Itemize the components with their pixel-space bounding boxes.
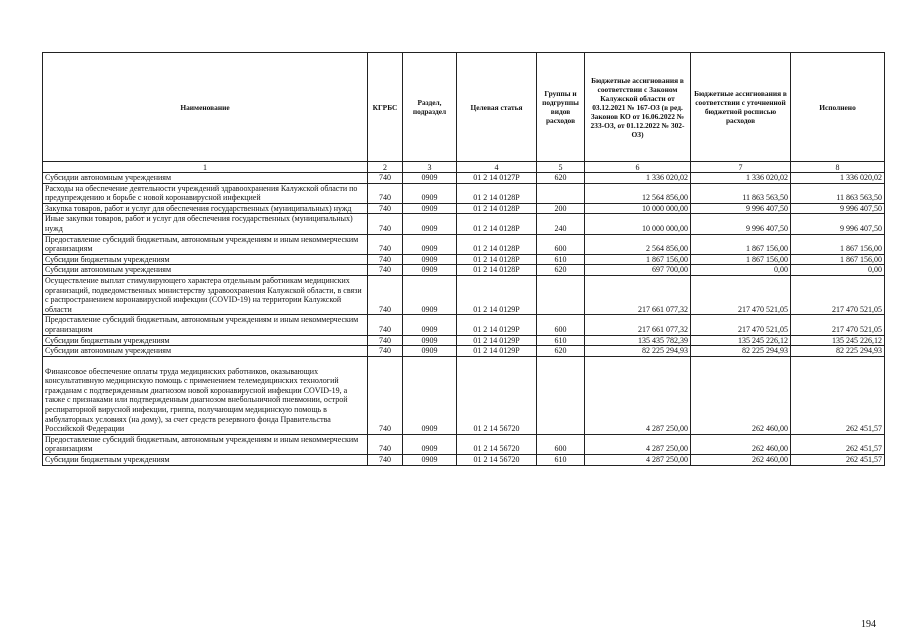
cell-expense-group: 620: [537, 265, 585, 276]
cell-kgrbs: 740: [368, 356, 403, 434]
cell-section: 0909: [403, 214, 457, 234]
cell-expense-group: 620: [537, 346, 585, 357]
cell-kgrbs: 740: [368, 183, 403, 203]
cell-section: 0909: [403, 315, 457, 335]
cell-kgrbs: 740: [368, 335, 403, 346]
column-number: 6: [585, 162, 691, 173]
cell-executed: 9 996 407,50: [791, 214, 885, 234]
cell-section: 0909: [403, 203, 457, 214]
header-law-allocations: Бюджетные ассигнования в соответствии с Законом Калужской области от 03.12.2021 № 167-ОЗ (в ред. Законов КО от 16.06.2022 № 233-ОЗ, от 01.12.2022 № 302-ОЗ): [585, 53, 691, 162]
cell-law-allocations: 10 000 000,00: [585, 214, 691, 234]
cell-name: Предоставление субсидий бюджетным, автономным учреждениям и иным некоммерческим организациям: [43, 234, 368, 254]
cell-target-article: 01 2 14 0128P: [457, 214, 537, 234]
cell-name: Предоставление субсидий бюджетным, автономным учреждениям и иным некоммерческим организациям: [43, 434, 368, 454]
cell-refined-allocations: 217 470 521,05: [691, 275, 791, 314]
cell-kgrbs: 740: [368, 434, 403, 454]
cell-law-allocations: 697 700,00: [585, 265, 691, 276]
cell-expense-group: [537, 356, 585, 434]
page-number: 194: [861, 619, 876, 630]
cell-kgrbs: 740: [368, 346, 403, 357]
cell-section: 0909: [403, 254, 457, 265]
cell-kgrbs: 740: [368, 315, 403, 335]
cell-expense-group: 610: [537, 455, 585, 466]
cell-expense-group: 620: [537, 173, 585, 184]
cell-executed: 1 336 020,02: [791, 173, 885, 184]
table-row: [43, 275, 885, 314]
cell-refined-allocations: 82 225 294,93: [691, 346, 791, 357]
cell-law-allocations: 217 661 077,32: [585, 315, 691, 335]
cell-section: 0909: [403, 234, 457, 254]
cell-kgrbs: 740: [368, 254, 403, 265]
cell-section: 0909: [403, 183, 457, 203]
cell-law-allocations: 135 435 782,39: [585, 335, 691, 346]
cell-target-article: 01 2 14 0128P: [457, 265, 537, 276]
cell-target-article: 01 2 14 0127P: [457, 173, 537, 184]
cell-name: Субсидии автономным учреждениям: [43, 346, 368, 357]
cell-executed: 1 867 156,00: [791, 254, 885, 265]
cell-name: Предоставление субсидий бюджетным, автономным учреждениям и иным некоммерческим организациям: [43, 315, 368, 335]
cell-law-allocations: 82 225 294,93: [585, 346, 691, 357]
cell-executed: 9 996 407,50: [791, 203, 885, 214]
cell-law-allocations: 4 287 250,00: [585, 356, 691, 434]
cell-executed: 135 245 226,12: [791, 335, 885, 346]
cell-refined-allocations: 262 460,00: [691, 455, 791, 466]
header-executed: Исполнено: [791, 53, 885, 162]
cell-law-allocations: 217 661 077,32: [585, 275, 691, 314]
cell-section: 0909: [403, 356, 457, 434]
cell-expense-group: 600: [537, 315, 585, 335]
table-row: [43, 203, 885, 214]
cell-name: Иные закупки товаров, работ и услуг для обеспечения государственных (муниципальных) нужд: [43, 214, 368, 234]
cell-refined-allocations: 262 460,00: [691, 356, 791, 434]
header-refined-allocations: Бюджетные ассигнования в соответствии с уточненной бюджетной росписью расходов: [691, 53, 791, 162]
cell-refined-allocations: 217 470 521,05: [691, 315, 791, 335]
cell-refined-allocations: 1 867 156,00: [691, 254, 791, 265]
cell-target-article: 01 2 14 0128P: [457, 203, 537, 214]
cell-kgrbs: 740: [368, 234, 403, 254]
table-row: [43, 214, 885, 234]
cell-target-article: 01 2 14 0129P: [457, 275, 537, 314]
cell-refined-allocations: 1 336 020,02: [691, 173, 791, 184]
cell-executed: 217 470 521,05: [791, 315, 885, 335]
cell-expense-group: [537, 275, 585, 314]
column-number: 1: [43, 162, 368, 173]
cell-target-article: 01 2 14 56720: [457, 356, 537, 434]
table-row: [43, 346, 885, 357]
cell-law-allocations: 4 287 250,00: [585, 434, 691, 454]
cell-name: Субсидии автономным учреждениям: [43, 173, 368, 184]
cell-name: Расходы на обеспечение деятельности учреждений здравоохранения Калужской области по предупреждению и борьбе с новой коронавирусной инфекцией: [43, 183, 368, 203]
cell-section: 0909: [403, 434, 457, 454]
table-row: [43, 265, 885, 276]
header-row: [43, 53, 885, 162]
table-row: [43, 183, 885, 203]
cell-section: 0909: [403, 346, 457, 357]
cell-kgrbs: 740: [368, 275, 403, 314]
cell-expense-group: 610: [537, 254, 585, 265]
table-row: [43, 434, 885, 454]
cell-law-allocations: 1 867 156,00: [585, 254, 691, 265]
header-expense-group: Группы и подгруппы видов расходов: [537, 53, 585, 162]
cell-target-article: 01 2 14 0128P: [457, 254, 537, 265]
column-number-row: [43, 162, 885, 173]
cell-kgrbs: 740: [368, 265, 403, 276]
cell-executed: 0,00: [791, 265, 885, 276]
table-row: [43, 315, 885, 335]
cell-section: 0909: [403, 335, 457, 346]
cell-target-article: 01 2 14 0129P: [457, 335, 537, 346]
cell-executed: 262 451,57: [791, 455, 885, 466]
cell-refined-allocations: 262 460,00: [691, 434, 791, 454]
cell-name: Закупка товаров, работ и услуг для обеспечения государственных (муниципальных) нужд: [43, 203, 368, 214]
cell-kgrbs: 740: [368, 214, 403, 234]
cell-name: Субсидии бюджетным учреждениям: [43, 254, 368, 265]
cell-law-allocations: 1 336 020,02: [585, 173, 691, 184]
column-number: 5: [537, 162, 585, 173]
column-number: 7: [691, 162, 791, 173]
header-section: Раздел, подраздел: [403, 53, 457, 162]
cell-refined-allocations: 9 996 407,50: [691, 203, 791, 214]
cell-expense-group: [537, 183, 585, 203]
cell-law-allocations: 4 287 250,00: [585, 455, 691, 466]
cell-name: Субсидии бюджетным учреждениям: [43, 335, 368, 346]
column-number: 8: [791, 162, 885, 173]
column-number: 4: [457, 162, 537, 173]
cell-refined-allocations: 11 863 563,50: [691, 183, 791, 203]
cell-expense-group: 600: [537, 234, 585, 254]
header-target-article: Целевая статья: [457, 53, 537, 162]
cell-executed: 11 863 563,50: [791, 183, 885, 203]
cell-executed: 262 451,57: [791, 434, 885, 454]
cell-executed: 262 451,57: [791, 356, 885, 434]
table-row: [43, 356, 885, 434]
table-row: [43, 234, 885, 254]
cell-name: Субсидии бюджетным учреждениям: [43, 455, 368, 466]
cell-target-article: 01 2 14 56720: [457, 455, 537, 466]
header-name: Наименование: [43, 53, 368, 162]
table-row: [43, 254, 885, 265]
cell-target-article: 01 2 14 0128P: [457, 234, 537, 254]
cell-kgrbs: 740: [368, 173, 403, 184]
cell-expense-group: 200: [537, 203, 585, 214]
cell-law-allocations: 10 000 000,00: [585, 203, 691, 214]
cell-section: 0909: [403, 455, 457, 466]
budget-table: [42, 52, 885, 466]
cell-section: 0909: [403, 275, 457, 314]
cell-expense-group: 610: [537, 335, 585, 346]
cell-target-article: 01 2 14 0128P: [457, 183, 537, 203]
cell-target-article: 01 2 14 0129P: [457, 315, 537, 335]
cell-target-article: 01 2 14 56720: [457, 434, 537, 454]
cell-refined-allocations: 0,00: [691, 265, 791, 276]
table-row: [43, 335, 885, 346]
table-row: [43, 173, 885, 184]
cell-executed: 1 867 156,00: [791, 234, 885, 254]
cell-name: Субсидии автономным учреждениям: [43, 265, 368, 276]
column-number: 3: [403, 162, 457, 173]
table-row: [43, 455, 885, 466]
cell-expense-group: 240: [537, 214, 585, 234]
cell-law-allocations: 12 564 856,00: [585, 183, 691, 203]
cell-target-article: 01 2 14 0129P: [457, 346, 537, 357]
cell-law-allocations: 2 564 856,00: [585, 234, 691, 254]
cell-name: Финансовое обеспечение оплаты труда медицинских работников, оказывающих консультативную медицинскую помощь с применением телемедицинских технологий гражданам с подтвержденным диагнозом новой коронавирусной инфекции COVID-19, а также с признаками или подтвержденным диагнозом внебольничной пневмонии, острой респираторной вирусной инфекции, гриппа, получающим медицинскую помощь в амбулаторных условиях (на дому), за счет средств резервного фонда Правительства Российской Федерации: [43, 356, 368, 434]
cell-kgrbs: 740: [368, 203, 403, 214]
cell-refined-allocations: 1 867 156,00: [691, 234, 791, 254]
cell-section: 0909: [403, 173, 457, 184]
cell-kgrbs: 740: [368, 455, 403, 466]
cell-name: Осуществление выплат стимулирующего характера отдельным работникам медицинских организаций, подведомственных министерству здравоохранения Калужской области, в связи с распространением коронавирусной инфекции (COVID-19) на территории Калужской области: [43, 275, 368, 314]
cell-section: 0909: [403, 265, 457, 276]
cell-executed: 82 225 294,93: [791, 346, 885, 357]
cell-expense-group: 600: [537, 434, 585, 454]
cell-refined-allocations: 135 245 226,12: [691, 335, 791, 346]
header-kgrbs: КГРБС: [368, 53, 403, 162]
cell-refined-allocations: 9 996 407,50: [691, 214, 791, 234]
column-number: 2: [368, 162, 403, 173]
cell-executed: 217 470 521,05: [791, 275, 885, 314]
